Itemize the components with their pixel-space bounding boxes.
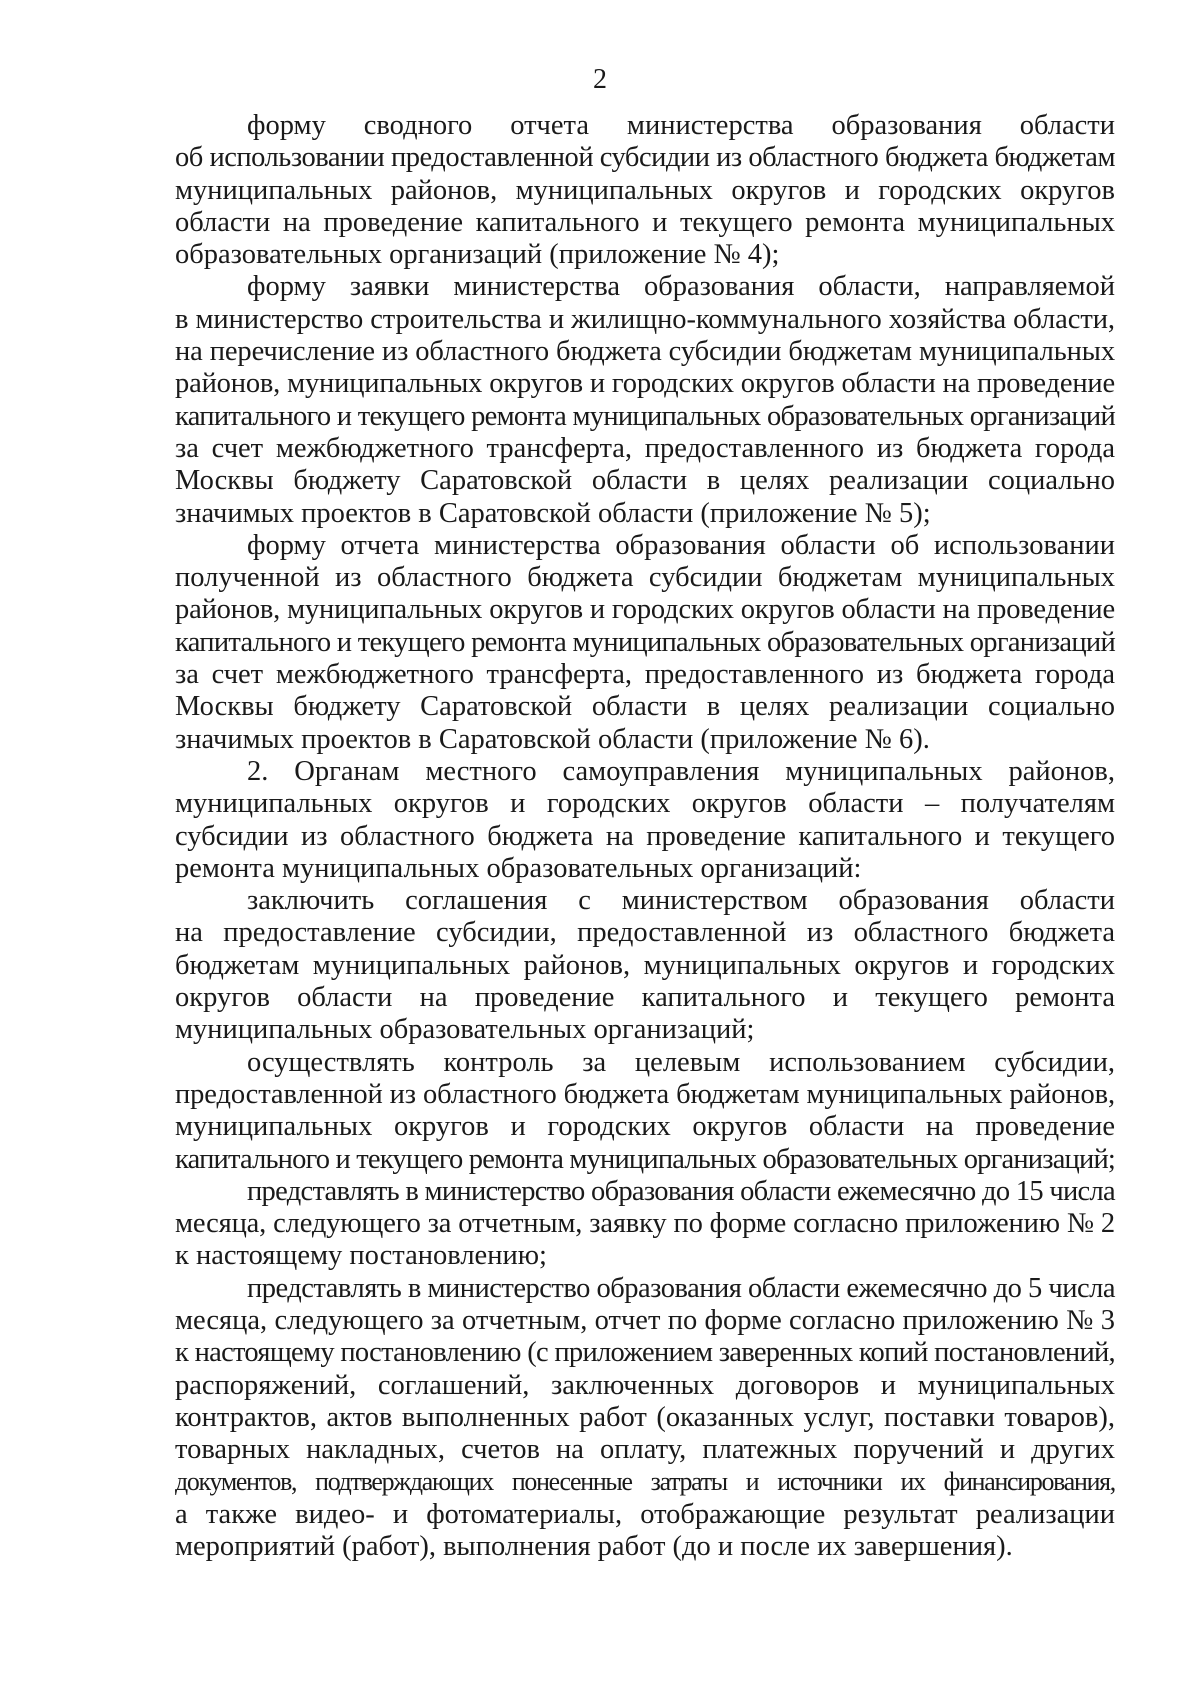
page-number: 2 [593, 64, 607, 95]
text-line: муниципальных округов и городских округов области на проведение [175, 1111, 1115, 1143]
text-line: капитального и текущего ремонта муниципальных образовательных организаций [175, 626, 1115, 658]
text-line: осуществлять контроль за целевым использованием субсидии, [247, 1046, 1115, 1078]
text-line: товарных накладных, счетов на оплату, платежных поручений и других [175, 1434, 1115, 1466]
text-line: муниципальных округов и городских округов области – получателям [175, 788, 1115, 820]
paragraph [175, 885, 1115, 1046]
text-line: бюджетам муниципальных районов, муниципальных округов и городских [175, 949, 1115, 981]
text-line: за счет межбюджетного трансферта, предоставленного из бюджета города [175, 432, 1115, 464]
document-body [175, 110, 1115, 1563]
text-line: Москвы бюджету Саратовской области в целях реализации социально [175, 691, 1115, 723]
text-line: заключить соглашения с министерством образования области [247, 885, 1115, 917]
text-line: 2. Органам местного самоуправления муниципальных районов, [247, 755, 1115, 787]
text-line: предоставленной из областного бюджета бюджетам муниципальных районов, [175, 1078, 1115, 1110]
text-line: мероприятий (работ), выполнения работ (до и после их завершения). [175, 1531, 1013, 1563]
paragraph [175, 1176, 1115, 1273]
text-line: муниципальных образовательных организаций; [175, 1014, 755, 1046]
paragraph [175, 1273, 1115, 1564]
text-line: распоряжений, соглашений, заключенных договоров и муниципальных [175, 1369, 1115, 1401]
text-line: контрактов, актов выполненных работ (оказанных услуг, поставки товаров), [175, 1401, 1115, 1433]
text-line: за счет межбюджетного трансферта, предоставленного из бюджета города [175, 659, 1115, 691]
text-line: значимых проектов в Саратовской области (приложение № 5); [175, 497, 931, 529]
text-line: представлять в министерство образования области ежемесячно до 5 числа [247, 1272, 1115, 1304]
text-line: субсидии из областного бюджета на проведение капитального и текущего [175, 820, 1115, 852]
text-line: на предоставление субсидии, предоставленной из областного бюджета [175, 917, 1115, 949]
text-line: форму заявки министерства образования области, направляемой [247, 271, 1115, 303]
text-line: капитального и текущего ремонта муниципальных образовательных организаций [175, 400, 1115, 432]
paragraph [175, 110, 1115, 271]
text-line: об использовании предоставленной субсидии из областного бюджета бюджетам [175, 142, 1115, 174]
paragraph [175, 530, 1115, 756]
text-line: Москвы бюджету Саратовской области в целях реализации социально [175, 465, 1115, 497]
text-line: муниципальных районов, муниципальных округов и городских округов [175, 174, 1115, 206]
text-line: полученной из областного бюджета субсидии бюджетам муниципальных [175, 562, 1115, 594]
text-line: области на проведение капитального и текущего ремонта муниципальных [175, 206, 1115, 238]
text-line: месяца, следующего за отчетным, отчет по форме согласно приложению № 3 [175, 1304, 1115, 1336]
text-line: капитального и текущего ремонта муниципальных образовательных организаций; [175, 1143, 1115, 1175]
text-line: значимых проектов в Саратовской области (приложение № 6). [175, 723, 930, 755]
text-line: форму сводного отчета министерства образования области [247, 110, 1115, 141]
text-line: представлять в министерство образования области ежемесячно до 15 числа [247, 1175, 1115, 1207]
paragraph [175, 756, 1115, 885]
text-line: ремонта муниципальных образовательных организаций: [175, 852, 862, 884]
text-line: на перечисление из областного бюджета субсидии бюджетам муниципальных [175, 336, 1115, 368]
text-line: к настоящему постановлению (с приложением заверенных копий постановлений, [175, 1337, 1115, 1369]
paragraph [175, 271, 1115, 529]
text-line: а также видео- и фотоматериалы, отображающие результат реализации [175, 1498, 1115, 1530]
text-line: к настоящему постановлению; [175, 1240, 547, 1272]
text-line: районов, муниципальных округов и городских округов области на проведение [175, 368, 1115, 400]
text-line: в министерство строительства и жилищно-коммунального хозяйства области, [175, 303, 1115, 335]
text-line: месяца, следующего за отчетным, заявку по форме согласно приложению № 2 [175, 1208, 1115, 1240]
text-line: образовательных организаций (приложение № 4); [175, 239, 780, 271]
text-line: документов, подтверждающих понесенные затраты и источники их финансирования, [175, 1467, 1115, 1497]
paragraph [175, 1047, 1115, 1176]
text-line: форму отчета министерства образования области об использовании [247, 529, 1115, 561]
text-line: районов, муниципальных округов и городских округов области на проведение [175, 594, 1115, 626]
text-line: округов области на проведение капитального и текущего ремонта [175, 982, 1115, 1014]
